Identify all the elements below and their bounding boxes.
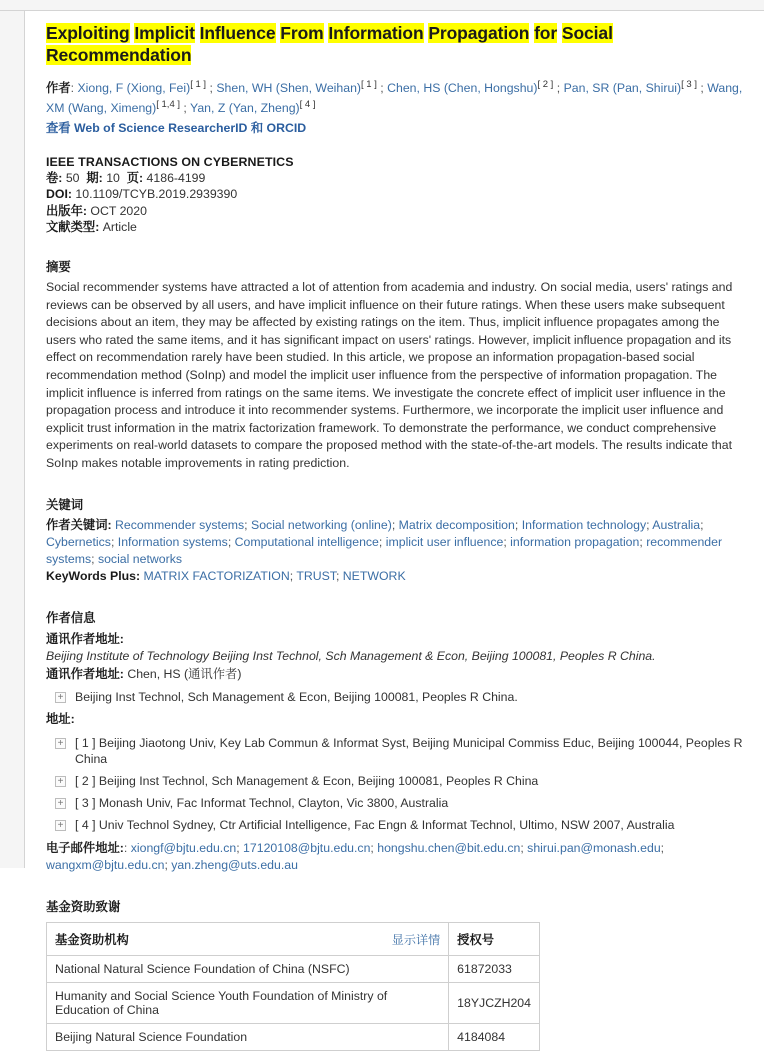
author-affiliation-marker: [ 2 ] [537,78,554,90]
reprint-address-value: Beijing Institute of Technology Beijing Inst Technol, Sch Management & Econ, Beijing 100081, Peoples R China. [46,649,656,664]
title-word: Exploiting [46,23,130,43]
author-link[interactable]: Chen, HS (Chen, Hongshu) [387,81,538,95]
address-row[interactable] [46,773,750,789]
keyword-separator: ; [503,534,511,549]
email-link[interactable]: yan.zheng@uts.edu.au [171,858,298,873]
journal-title: IEEE TRANSACTIONS ON CYBERNETICS [46,155,294,169]
author-affiliation-marker: [ 1,4 ] [156,98,181,110]
volume-label: 卷: [46,171,63,186]
table-row [47,955,540,982]
pubyear-row [46,203,750,219]
author-info-block [46,631,750,875]
expand-plus-icon[interactable]: + [55,692,66,703]
expand-plus-icon[interactable]: + [55,738,66,749]
doctype-label: 文献类型: [46,219,100,234]
author-link[interactable]: Wang, XM (Wang, Ximeng) [46,81,743,115]
author-keyword-link[interactable]: information propagation [510,534,640,549]
address-row[interactable] [46,795,750,811]
title-word: for [534,23,558,43]
keywords-plus-link[interactable]: MATRIX FACTORIZATION [143,569,290,584]
author-affiliation-marker: [ 4 ] [299,98,316,110]
funding-agency-cell: National Natural Science Foundation of China (NSFC) [47,955,449,982]
address-row[interactable] [46,735,750,767]
author-affiliation-marker: [ 3 ] [681,78,697,90]
pages-label: 页: [126,171,144,186]
author-keyword-link[interactable]: implicit user influence [385,534,504,549]
title-word: Social [561,23,613,43]
funding-agency-cell: Beijing Natural Science Foundation [47,1023,449,1050]
keywords-plus-row [46,568,750,585]
author-link[interactable]: Shen, WH (Shen, Weihan) [216,81,361,95]
doi-value: 10.1109/TCYB.2019.2939390 [75,187,238,202]
address-row[interactable] [46,817,750,833]
email-link[interactable]: hongshu.chen@bit.edu.cn [377,840,521,855]
email-label: 电子邮件地址: [46,840,124,855]
pubyear-label: 出版年: [46,203,87,218]
authors-label: 作者 [46,81,71,95]
author-keyword-link[interactable]: Matrix decomposition [398,517,515,532]
page-left-gutter [0,11,25,868]
volume-value: 50 [65,171,80,186]
title-word: Propagation [428,23,530,43]
researcher-link-prefix: 查看 [46,121,71,135]
reprint-address-expand-text: Beijing Inst Technol, Sch Management & Econ, Beijing 100081, Peoples R China. [75,690,518,705]
funding-table-head [47,922,540,955]
pages-value: 4186-4199 [146,171,206,186]
author-keyword-link[interactable]: social networks [97,552,182,567]
author-separator: ; [376,81,388,95]
author-link[interactable]: Yan, Z (Yan, Zheng) [190,101,300,115]
keywords-plus-link[interactable]: TRUST [296,569,336,584]
funding-agency-header-label: 基金资助机构 [55,932,129,947]
pubyear-value: OCT 2020 [90,203,147,218]
page-title [46,22,750,66]
keyword-separator: ; [391,517,399,532]
email-link[interactable]: xiongf@bjtu.edu.cn [130,840,237,855]
funding-heading: 基金资助致谢 [46,899,121,914]
author-keywords-row [46,517,750,569]
address-text: [ 1 ] Beijing Jiaotong Univ, Key Lab Commun & Informat Syst, Beijing Municipal Commiss Educ, Beijing 100044, Peoples R China [75,735,743,766]
keyword-separator: ; [244,517,252,532]
email-separator: ; [520,840,528,855]
keyword-separator: ; [227,534,235,549]
authors-line: 作者: Xiong, F (Xiong, Fei)[ 1 ] ; Shen, WH (Shen, Weihan)[ 1 ] ; Chen, HS (Chen, Hongshu)[ 2 ] ; Pan, SR (Pan, Shirui)[ 3 ] ; Wang, XM (Wang, Ximeng)[ 1,4 ] ; Yan, Z (Yan, Zheng)[ 4 ] [46,78,743,115]
email-separator: ; [660,840,665,855]
page-top-strip [0,0,764,11]
author-link[interactable]: Xiong, F (Xiong, Fei) [77,81,191,95]
keyword-separator: ; [110,534,118,549]
funding-agency-header [47,922,449,955]
title-word: Implicit [134,23,195,43]
view-researcherid-link[interactable] [46,121,306,135]
volume-issue-pages-row [46,170,750,186]
issue-label: 期: [86,171,103,186]
keyword-separator: ; [91,552,98,567]
funding-grant-header: 授权号 [449,922,540,955]
address-text: [ 4 ] Univ Technol Sydney, Ctr Artificial Intelligence, Fac Engn & Informat Technol, Ultimo, NSW 2007, Australia [75,817,675,832]
table-row [47,1023,540,1050]
email-separator: ; [164,858,172,873]
author-keyword-link[interactable]: Recommender systems [115,517,245,532]
author-keyword-link[interactable]: Cybernetics [46,534,111,549]
keywords-heading: 关键词 [46,497,84,512]
author-keyword-link[interactable]: recommender systems [46,534,723,567]
address-text: [ 3 ] Monash Univ, Fac Informat Technol, Clayton, Vic 3800, Australia [75,795,449,810]
funding-grant-cell: 61872033 [449,955,540,982]
keyword-separator: ; [289,569,297,584]
author-link[interactable]: Pan, SR (Pan, Shirui) [563,81,682,95]
keywords-plus-label: KeyWords Plus: [46,569,141,584]
researcher-link-text: Web of Science ResearcherID 和 ORCID [74,121,307,135]
keyword-separator: ; [514,517,522,532]
author-keywords-label: 作者关键词: [46,517,112,532]
author-info-heading: 作者信息 [46,610,96,625]
expand-plus-icon[interactable]: + [55,776,66,787]
title-word: From [280,23,324,43]
author-separator: ; [206,81,217,95]
reprint-address-expand-row[interactable] [46,689,750,705]
addresses-list [46,735,750,833]
keyword-separator: ; [639,534,647,549]
reprint-author-row [46,666,750,684]
keywords-plus-link[interactable]: NETWORK [342,569,406,584]
author-affiliation-marker: [ 1 ] [190,78,207,90]
keyword-separator: ; [646,517,653,532]
email-link[interactable]: 17120108@bjtu.edu.cn [243,840,371,855]
issue-value: 10 [106,171,120,186]
reprint-author-value: Chen, HS (通讯作者) [127,666,242,681]
reprint-author-label: 通讯作者地址: [46,666,124,681]
funding-grant-cell: 4184084 [449,1023,540,1050]
addresses-label: 地址: [46,712,75,727]
source-block [46,154,750,235]
author-keyword-link[interactable]: Computational intelligence [234,534,379,549]
expand-plus-icon[interactable]: + [55,820,66,831]
funding-table-body [47,955,540,1050]
email-link[interactable]: wangxm@bjtu.edu.cn [46,858,165,873]
funding-table [46,922,540,1051]
show-details-link[interactable]: 显示详情 [391,932,441,947]
address-text: [ 2 ] Beijing Inst Technol, Sch Management & Econ, Beijing 100081, Peoples R China [75,773,539,788]
keyword-separator: ; [378,534,386,549]
email-link[interactable]: shirui.pan@monash.edu [527,840,661,855]
record-content [26,12,764,1044]
funding-grant-cell: 18YJCZH204 [449,982,540,1023]
table-row [47,982,540,1023]
doi-row [46,186,750,202]
researcher-id-line [46,120,750,137]
abstract-heading: 摘要 [46,260,71,275]
expand-plus-icon[interactable]: + [55,798,66,809]
keyword-separator: ; [335,569,343,584]
title-word: Recommendation [46,45,192,65]
author-keyword-link[interactable]: Information technology [521,517,647,532]
keyword-separator: ; [700,517,704,532]
author-affiliation-marker: [ 1 ] [361,78,377,90]
title-word: Influence [199,23,276,43]
funding-agency-cell: Humanity and Social Science Youth Foundation of Ministry of Education of China [47,982,449,1023]
doi-label: DOI: [46,187,72,202]
author-keyword-link[interactable]: Australia [652,517,701,532]
author-separator: ; [553,81,564,95]
email-row: 电子邮件地址:: xiongf@bjtu.edu.cn; 17120108@bjtu.edu.cn; hongshu.chen@bit.edu.cn; shirui.pan@monash.edu; wangxm@bjtu.edu.cn; yan.zheng@uts.edu.au [46,840,665,873]
author-separator: ; [696,81,708,95]
title-word: Information [328,23,424,43]
email-separator: ; [370,840,378,855]
author-separator: ; [180,101,191,115]
funding-header-row [47,922,540,955]
author-keyword-link[interactable]: Information systems [117,534,228,549]
doctype-value: Article [102,219,137,234]
author-keyword-link[interactable]: Social networking (online) [251,517,392,532]
doctype-row [46,219,750,235]
email-separator: ; [236,840,244,855]
abstract-text: Social recommender systems have attracted a lot of attention from academia and industry. On social media, users' ratings and reviews can be observed by all users, and have implicit influence on their future ratings. When these users make subsequent decisions about an item, they may be affected by existing ratings on the item. Thus, implicit influence propagates among the users who rated the same items, and it has significant impact on users' ratings. However, implicit influence propagation and its effect on recommendation rarely have been studied. In this article, we propose an information propagation-based social recommendation method (SoInp) and model the implicit user influence from the perspective of information propagation. The implicit influence is inferred from ratings on the same items. We investigate the concrete effect of implicit user influence in the propagation process and introduce it into recommender systems. Furthermore, we incorporate the implicit user influence and explicit trust information in the matrix factorization framework. To demonstrate the performance, we conduct comprehensive experiments on real-world datasets to compare the proposed method with the state-of-the-art models. The results indicate that SoInp makes notable improvements in rating prediction. [46,280,733,470]
reprint-address-label: 通讯作者地址: [46,631,124,646]
